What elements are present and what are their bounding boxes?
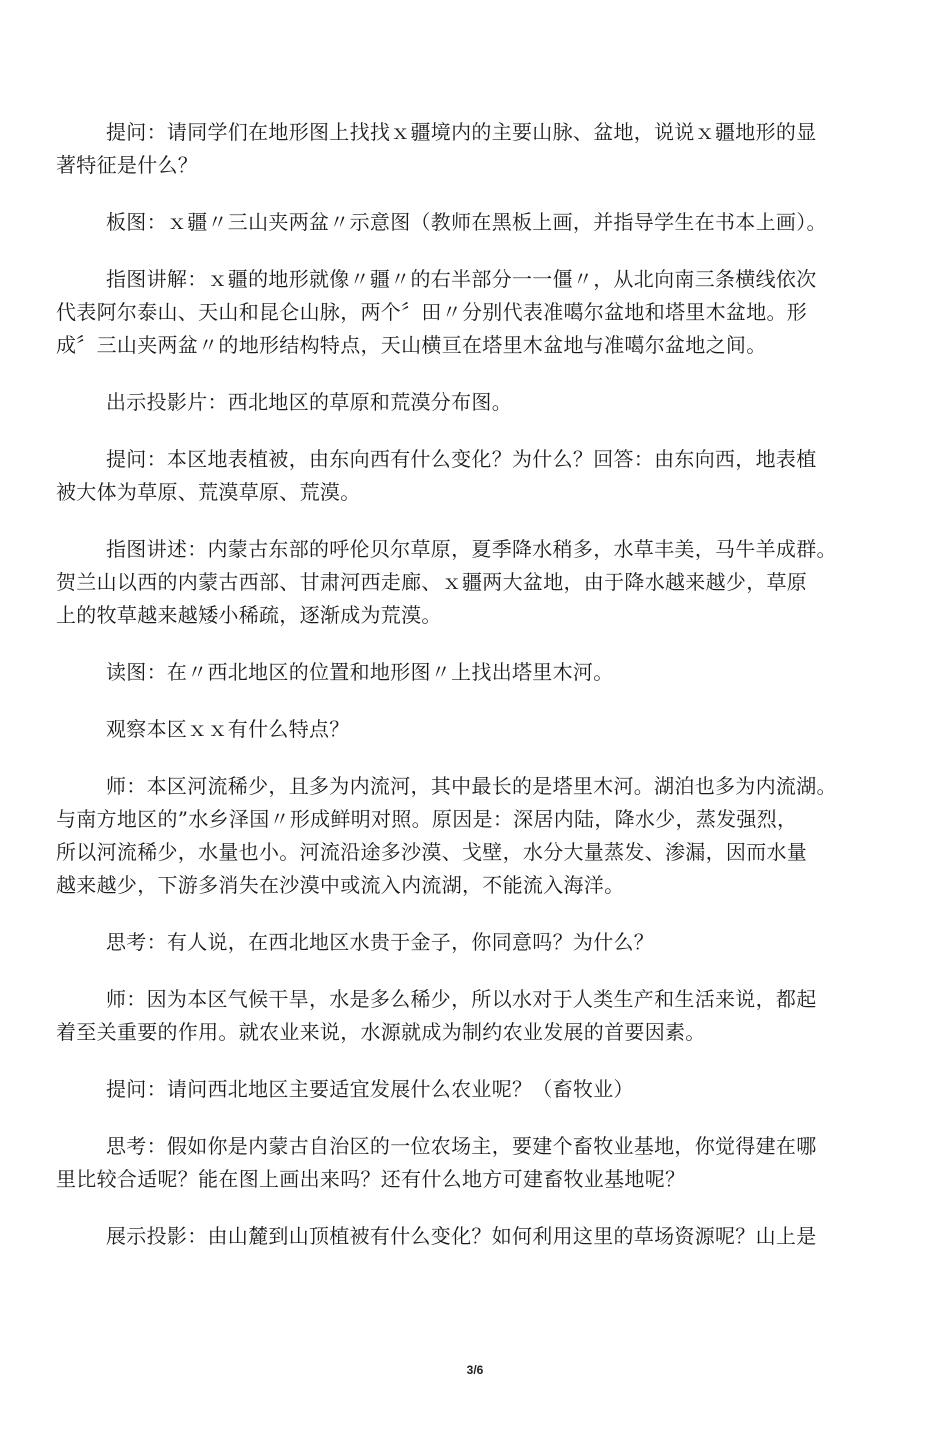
- text-line: 出示投影片：西北地区的草原和荒漠分布图。: [106, 390, 512, 414]
- paragraph: [56, 770, 896, 902]
- paragraph: [56, 533, 896, 632]
- text-line: 与南方地区的”水乡泽国〃形成鲜明对照。原因是：深居内陆，降水少，蒸发强烈，: [56, 807, 798, 831]
- paragraph-gap: [56, 1106, 896, 1130]
- text-line: 思考：假如你是内蒙古自治区的一位农场主，要建个畜牧业基地，你觉得建在哪: [106, 1134, 817, 1158]
- text-line: 板图：ｘ疆〃三山夹两盆〃示意图（教师在黑板上画，并指导学生在书本上画）。: [106, 210, 827, 234]
- text-line: 思考：有人说，在西北地区水贵于金子，你同意吗？为什么？: [106, 930, 655, 954]
- text-line: 提问：本区地表植被，由东向西有什么变化？为什么？回答：由东向西，地表植: [106, 447, 817, 471]
- paragraph-gap: [56, 419, 896, 443]
- paragraph-gap: [56, 902, 896, 926]
- paragraph-gap: [56, 1196, 896, 1220]
- paragraph: [56, 116, 896, 182]
- text-line: 着至关重要的作用。就农业来说，水源就成为制约农业发展的首要因素。: [56, 1020, 706, 1044]
- text-line: 里比较合适呢？能在图上画出来吗？还有什么地方可建畜牧业基地呢？: [56, 1167, 686, 1191]
- text-line: 所以河流稀少，水量也小。河流沿途多沙漠、戈壁，水分大量蒸发、渗漏，因而水量: [56, 840, 808, 864]
- text-line: 被大体为草原、荒漠草原、荒漠。: [56, 480, 361, 504]
- paragraph: [56, 443, 896, 509]
- paragraph-gap: [56, 746, 896, 770]
- text-line: 著特征是什么？: [56, 153, 199, 177]
- paragraph-gap: [56, 509, 896, 533]
- paragraph: [56, 713, 896, 746]
- text-line: 贺兰山以西的内蒙古西部、甘肃河西走廊、ｘ疆两大盆地，由于降水越来越少，草原: [56, 570, 808, 594]
- text-line: 读图：在〃西北地区的位置和地形图〃上找出塔里木河。: [106, 660, 614, 684]
- paragraph-gap: [56, 239, 896, 263]
- paragraph-gap: [56, 1049, 896, 1073]
- paragraph: [56, 983, 896, 1049]
- document-body: [56, 116, 896, 1253]
- text-line: 上的牧草越来越矮小稀疏，逐渐成为荒漠。: [56, 603, 442, 627]
- paragraph-gap: [56, 182, 896, 206]
- paragraph: [56, 926, 896, 959]
- text-line: 提问：请问西北地区主要适宜发展什么农业呢？（畜牧业）: [106, 1077, 634, 1101]
- paragraph: [56, 1073, 896, 1106]
- text-line: 提问：请同学们在地形图上找找ｘ疆境内的主要山脉、盆地，说说ｘ疆地形的显: [106, 120, 817, 144]
- text-line: 成〞三山夹两盆〃的地形结构特点，天山横亘在塔里木盆地与准噶尔盆地之间。: [56, 333, 767, 357]
- paragraph: [56, 263, 896, 362]
- paragraph: [56, 1220, 896, 1253]
- text-line: 展示投影：由山麓到山顶植被有什么变化？如何利用这里的草场资源呢？山上是: [106, 1224, 817, 1248]
- text-line: 越来越少，下游多消失在沙漠中或流入内流湖，不能流入海洋。: [56, 873, 625, 897]
- paragraph-gap: [56, 632, 896, 656]
- page-number: 3/6: [466, 1363, 484, 1377]
- paragraph-gap: [56, 959, 896, 983]
- text-line: 代表阿尔泰山、天山和昆仑山脉，两个〞田〃分别代表准噶尔盆地和塔里木盆地。形: [56, 300, 808, 324]
- text-line: 观察本区ｘｘ有什么特点？: [106, 717, 350, 741]
- paragraph: [56, 206, 896, 239]
- paragraph: [56, 1130, 896, 1196]
- paragraph: [56, 656, 896, 689]
- paragraph-gap: [56, 362, 896, 386]
- text-line: 师：本区河流稀少，且多为内流河，其中最长的是塔里木河。湖泊也多为内流湖。: [106, 774, 837, 798]
- text-line: 指图讲述：内蒙古东部的呼伦贝尔草原，夏季降水稍多，水草丰美，马牛羊成群。: [106, 537, 837, 561]
- paragraph: [56, 386, 896, 419]
- paragraph-gap: [56, 689, 896, 713]
- text-line: 指图讲解：ｘ疆的地形就像〃疆〃的右半部分一一僵〃，从北向南三条横线依次: [106, 267, 817, 291]
- text-line: 师：因为本区气候干旱，水是多么稀少，所以水对于人类生产和生活来说，都起: [106, 987, 817, 1011]
